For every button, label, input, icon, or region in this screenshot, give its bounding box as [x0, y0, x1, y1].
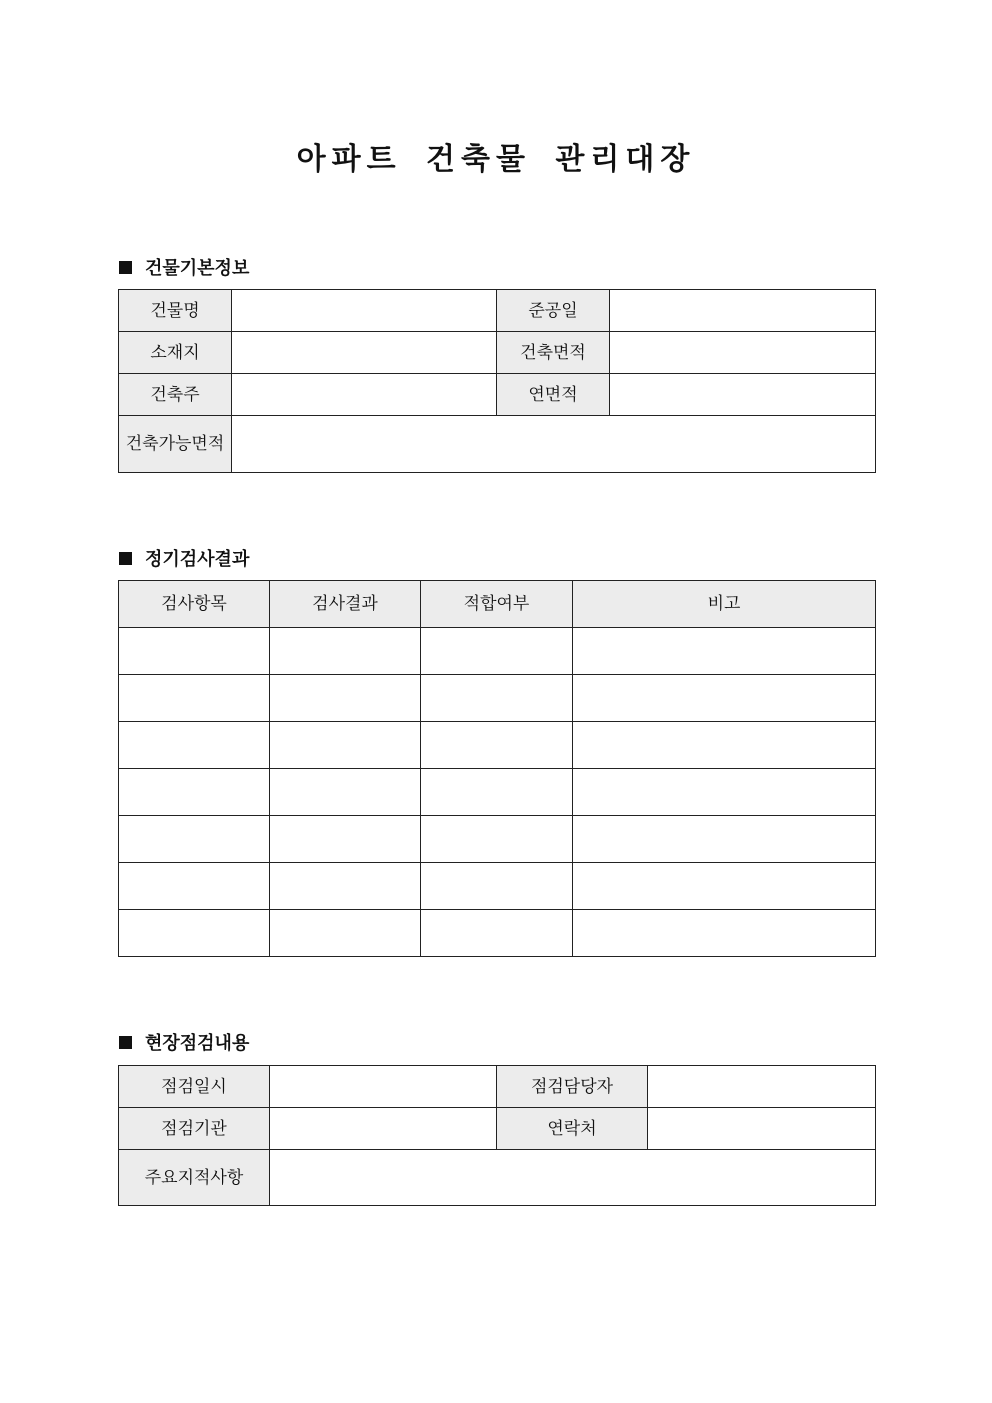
- table-cell[interactable]: [270, 816, 421, 863]
- label-inspection-manager: 점검담당자: [497, 1066, 648, 1108]
- table-row: [119, 628, 876, 675]
- section-heading-basic-info: [119, 254, 249, 280]
- field-total-floor-area[interactable]: [610, 374, 876, 416]
- page-title: 아파트 건축물 관리대장: [296, 142, 696, 177]
- label-building-name: 건물명: [119, 290, 232, 332]
- table-cell[interactable]: [421, 816, 573, 863]
- table-cell[interactable]: [573, 675, 876, 722]
- table-row: [119, 863, 876, 910]
- table-cell[interactable]: [119, 628, 270, 675]
- table-cell[interactable]: [119, 769, 270, 816]
- table-row: [119, 910, 876, 957]
- section-heading-inspection: [119, 545, 249, 571]
- table-cell[interactable]: [270, 722, 421, 769]
- section-heading-text: 건물기본정보: [145, 258, 250, 279]
- basic-info-table: [118, 289, 876, 473]
- table-cell[interactable]: [119, 675, 270, 722]
- field-completion-date[interactable]: [610, 290, 876, 332]
- table-cell[interactable]: [270, 863, 421, 910]
- table-row: [119, 816, 876, 863]
- table-cell[interactable]: [421, 769, 573, 816]
- table-row: [119, 416, 876, 473]
- label-total-floor-area: 연면적: [497, 374, 610, 416]
- label-key-findings: 주요지적사항: [119, 1150, 270, 1206]
- label-completion-date: 준공일: [497, 290, 610, 332]
- table-cell[interactable]: [573, 910, 876, 957]
- field-inspection-manager[interactable]: [648, 1066, 876, 1108]
- table-cell[interactable]: [119, 816, 270, 863]
- table-cell[interactable]: [119, 722, 270, 769]
- label-contact: 연락처: [497, 1108, 648, 1150]
- table-cell[interactable]: [119, 863, 270, 910]
- table-cell[interactable]: [421, 628, 573, 675]
- table-cell[interactable]: [421, 863, 573, 910]
- field-building-name[interactable]: [232, 290, 497, 332]
- table-row: [119, 290, 876, 332]
- field-contact[interactable]: [648, 1108, 876, 1150]
- table-row: [119, 722, 876, 769]
- label-inspection-date: 점검일시: [119, 1066, 270, 1108]
- table-cell[interactable]: [119, 910, 270, 957]
- field-location[interactable]: [232, 332, 497, 374]
- label-location: 소재지: [119, 332, 232, 374]
- table-cell[interactable]: [421, 675, 573, 722]
- label-inspection-agency: 점검기관: [119, 1108, 270, 1150]
- field-inspection-date[interactable]: [270, 1066, 497, 1108]
- column-header: 검사결과: [270, 581, 421, 628]
- label-buildable-area: 건축가능면적: [119, 416, 232, 473]
- site-inspection-table: [118, 1065, 876, 1206]
- table-cell[interactable]: [573, 628, 876, 675]
- table-cell[interactable]: [270, 675, 421, 722]
- table-row: [119, 1066, 876, 1108]
- table-row: [119, 332, 876, 374]
- table-cell[interactable]: [573, 769, 876, 816]
- table-cell[interactable]: [421, 910, 573, 957]
- table-row: [119, 1150, 876, 1206]
- section-heading-text: 정기검사결과: [145, 549, 250, 570]
- table-cell[interactable]: [270, 910, 421, 957]
- section-heading-site-check: [119, 1029, 249, 1055]
- inspection-results-table: [118, 580, 876, 957]
- table-row: [119, 675, 876, 722]
- table-cell[interactable]: [421, 722, 573, 769]
- table-row: [119, 1108, 876, 1150]
- table-cell[interactable]: [573, 863, 876, 910]
- field-owner[interactable]: [232, 374, 497, 416]
- column-header: 비고: [573, 581, 876, 628]
- square-bullet-icon: [119, 261, 132, 274]
- table-row: [119, 374, 876, 416]
- label-building-area: 건축면적: [497, 332, 610, 374]
- table-cell[interactable]: [573, 722, 876, 769]
- table-cell[interactable]: [573, 816, 876, 863]
- label-owner: 건축주: [119, 374, 232, 416]
- field-buildable-area[interactable]: [232, 416, 876, 473]
- square-bullet-icon: [119, 552, 132, 565]
- field-building-area[interactable]: [610, 332, 876, 374]
- table-header-row: [119, 581, 876, 628]
- table-cell[interactable]: [270, 769, 421, 816]
- table-row: [119, 769, 876, 816]
- column-header: 검사항목: [119, 581, 270, 628]
- table-cell[interactable]: [270, 628, 421, 675]
- square-bullet-icon: [119, 1036, 132, 1049]
- section-heading-text: 현장점검내용: [145, 1033, 250, 1054]
- field-key-findings[interactable]: [270, 1150, 876, 1206]
- column-header: 적합여부: [421, 581, 573, 628]
- field-inspection-agency[interactable]: [270, 1108, 497, 1150]
